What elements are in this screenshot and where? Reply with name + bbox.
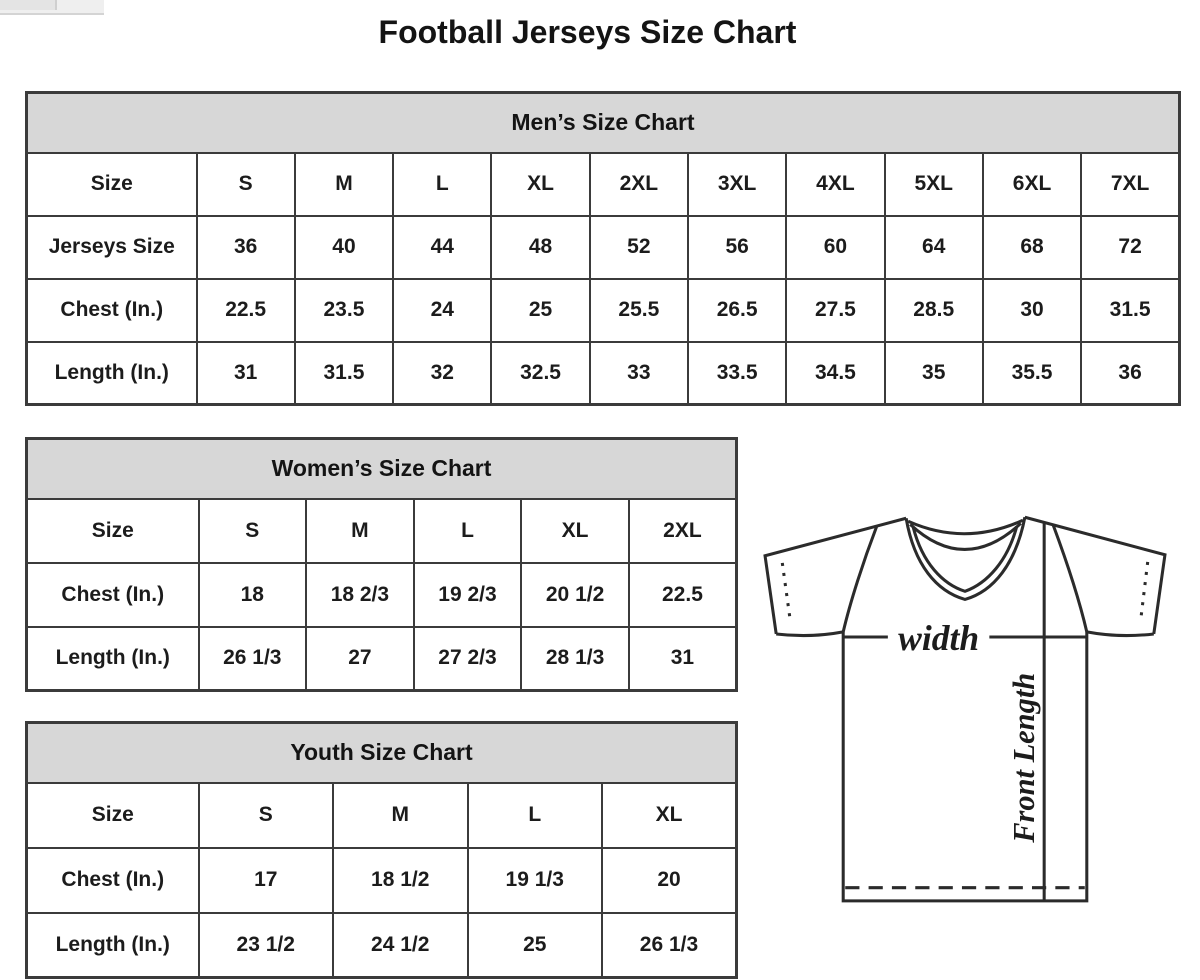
value-cell: 2XL bbox=[590, 153, 688, 216]
value-cell: 18 bbox=[199, 563, 307, 627]
value-cell: 19 1/3 bbox=[468, 848, 603, 913]
value-cell: 27.5 bbox=[786, 279, 884, 342]
value-cell: 4XL bbox=[786, 153, 884, 216]
table-row bbox=[27, 848, 737, 913]
value-cell: 30 bbox=[983, 279, 1081, 342]
value-cell: XL bbox=[491, 153, 589, 216]
value-cell: 20 1/2 bbox=[521, 563, 629, 627]
value-cell: 34.5 bbox=[786, 342, 884, 405]
value-cell: 24 1/2 bbox=[333, 913, 468, 978]
value-cell: 35 bbox=[885, 342, 983, 405]
value-cell: 22.5 bbox=[197, 279, 295, 342]
value-cell: M bbox=[306, 499, 414, 563]
value-cell: 28 1/3 bbox=[521, 627, 629, 691]
table-caption-row bbox=[27, 723, 737, 783]
value-cell: 25.5 bbox=[590, 279, 688, 342]
value-cell: 56 bbox=[688, 216, 786, 279]
value-cell: 26 1/3 bbox=[199, 627, 307, 691]
value-cell: L bbox=[414, 499, 522, 563]
row-label-cell: Length (In.) bbox=[27, 627, 199, 691]
value-cell: 31.5 bbox=[1081, 279, 1179, 342]
value-cell: 27 2/3 bbox=[414, 627, 522, 691]
row-label-cell: Size bbox=[27, 153, 197, 216]
table-row bbox=[27, 342, 1180, 405]
youth-size-table bbox=[25, 721, 738, 979]
table-row bbox=[27, 216, 1180, 279]
value-cell: 3XL bbox=[688, 153, 786, 216]
table-row bbox=[27, 783, 737, 848]
table-row bbox=[27, 913, 737, 978]
value-cell: 31.5 bbox=[295, 342, 393, 405]
value-cell: 32 bbox=[393, 342, 491, 405]
value-cell: 22.5 bbox=[629, 563, 737, 627]
value-cell: L bbox=[393, 153, 491, 216]
value-cell: 52 bbox=[590, 216, 688, 279]
row-label-cell: Size bbox=[27, 499, 199, 563]
value-cell: 40 bbox=[295, 216, 393, 279]
value-cell: 64 bbox=[885, 216, 983, 279]
table-row bbox=[27, 563, 737, 627]
womens-size-table bbox=[25, 437, 738, 692]
value-cell: 18 2/3 bbox=[306, 563, 414, 627]
value-cell: L bbox=[468, 783, 603, 848]
scan-artifact-inner bbox=[0, 0, 57, 10]
value-cell: 72 bbox=[1081, 216, 1179, 279]
row-label-cell: Length (In.) bbox=[27, 342, 197, 405]
value-cell: 2XL bbox=[629, 499, 737, 563]
table-caption-row bbox=[27, 93, 1180, 153]
value-cell: 7XL bbox=[1081, 153, 1179, 216]
value-cell: 36 bbox=[197, 216, 295, 279]
jersey-outline bbox=[765, 517, 1165, 901]
value-cell: 32.5 bbox=[491, 342, 589, 405]
value-cell: 68 bbox=[983, 216, 1081, 279]
mens-size-table bbox=[25, 91, 1181, 406]
value-cell: 20 bbox=[602, 848, 737, 913]
table-caption: Youth Size Chart bbox=[27, 723, 737, 783]
row-label-cell: Chest (In.) bbox=[27, 848, 199, 913]
row-label-cell: Chest (In.) bbox=[27, 279, 197, 342]
value-cell: S bbox=[197, 153, 295, 216]
value-cell: 24 bbox=[393, 279, 491, 342]
table-caption: Men’s Size Chart bbox=[27, 93, 1180, 153]
value-cell: 33 bbox=[590, 342, 688, 405]
value-cell: 25 bbox=[468, 913, 603, 978]
value-cell: 6XL bbox=[983, 153, 1081, 216]
value-cell: 28.5 bbox=[885, 279, 983, 342]
value-cell: S bbox=[199, 499, 307, 563]
value-cell: S bbox=[199, 783, 334, 848]
table-caption-row bbox=[27, 439, 737, 499]
table-row bbox=[27, 627, 737, 691]
value-cell: M bbox=[333, 783, 468, 848]
value-cell: 48 bbox=[491, 216, 589, 279]
value-cell: 31 bbox=[197, 342, 295, 405]
value-cell: 17 bbox=[199, 848, 334, 913]
value-cell: 44 bbox=[393, 216, 491, 279]
row-label-cell: Length (In.) bbox=[27, 913, 199, 978]
value-cell: 36 bbox=[1081, 342, 1179, 405]
jersey-diagram bbox=[762, 502, 1168, 908]
value-cell: 60 bbox=[786, 216, 884, 279]
width-label: width bbox=[898, 618, 980, 659]
value-cell: 26.5 bbox=[688, 279, 786, 342]
table-row bbox=[27, 499, 737, 563]
row-label-cell: Chest (In.) bbox=[27, 563, 199, 627]
value-cell: 19 2/3 bbox=[414, 563, 522, 627]
value-cell: 23 1/2 bbox=[199, 913, 334, 978]
value-cell: 25 bbox=[491, 279, 589, 342]
value-cell: 33.5 bbox=[688, 342, 786, 405]
page-title: Football Jerseys Size Chart bbox=[378, 14, 797, 50]
front-length-label: Front Length bbox=[1007, 672, 1042, 843]
value-cell: XL bbox=[602, 783, 737, 848]
row-label-cell: Size bbox=[27, 783, 199, 848]
value-cell: 5XL bbox=[885, 153, 983, 216]
value-cell: 35.5 bbox=[983, 342, 1081, 405]
table-row bbox=[27, 279, 1180, 342]
value-cell: 18 1/2 bbox=[333, 848, 468, 913]
value-cell: 23.5 bbox=[295, 279, 393, 342]
left-cuff-stitch-line bbox=[782, 563, 790, 622]
value-cell: M bbox=[295, 153, 393, 216]
value-cell: 31 bbox=[629, 627, 737, 691]
right-cuff-stitch-line bbox=[1141, 562, 1148, 621]
value-cell: 26 1/3 bbox=[602, 913, 737, 978]
value-cell: 27 bbox=[306, 627, 414, 691]
table-caption: Women’s Size Chart bbox=[27, 439, 737, 499]
row-label-cell: Jerseys Size bbox=[27, 216, 197, 279]
value-cell: XL bbox=[521, 499, 629, 563]
table-row bbox=[27, 153, 1180, 216]
